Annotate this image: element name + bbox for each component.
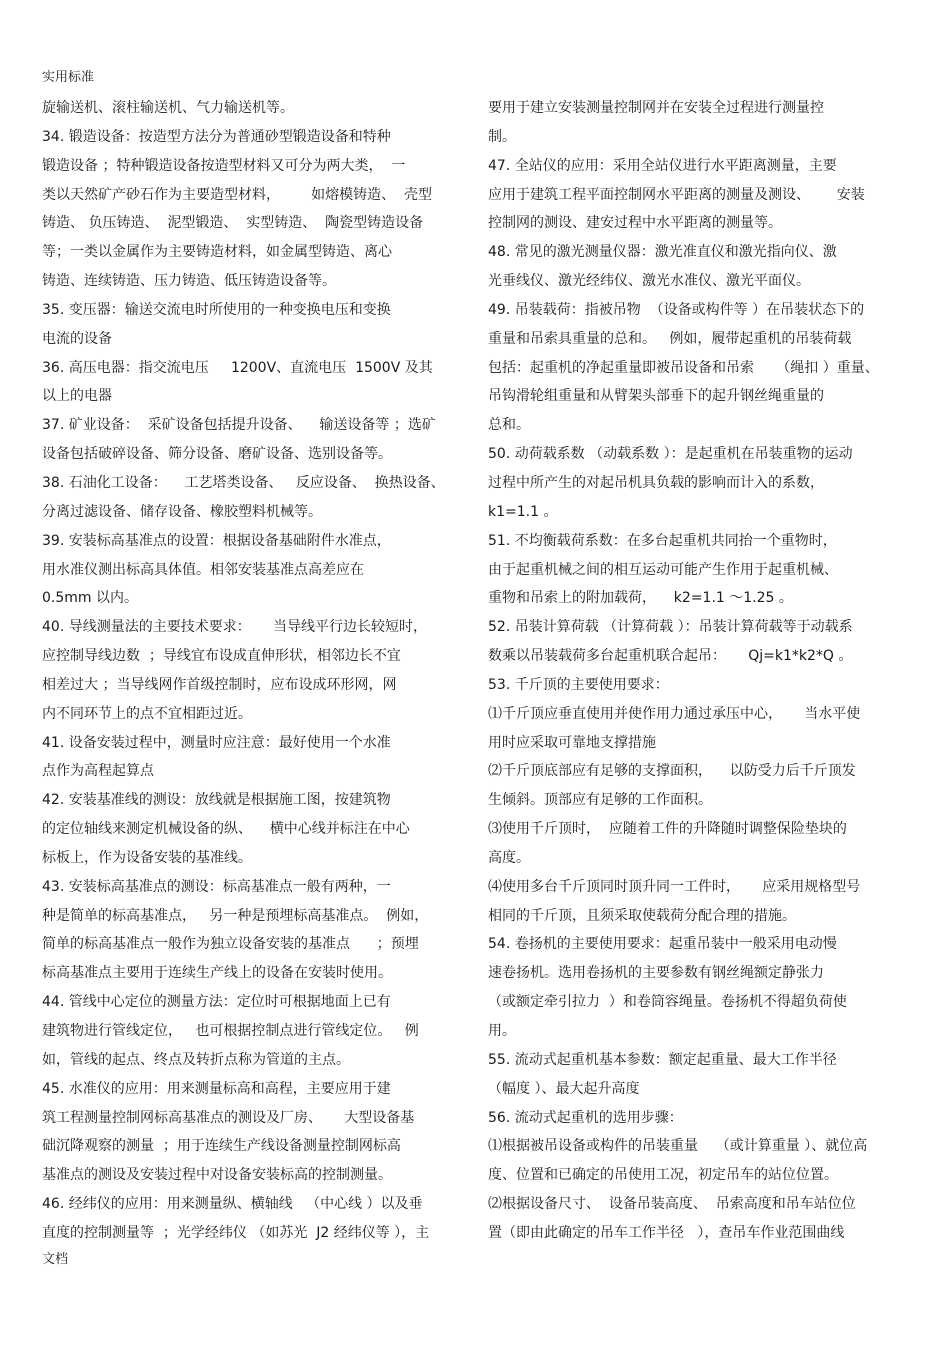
text-line: 由于起重机械之间的相互运动可能产生作用于起重机械、 — [488, 561, 838, 578]
text-line: k1=1.1 。 — [488, 503, 558, 520]
text-line: 0.5mm 以内。 — [42, 590, 138, 607]
page-header: 实用标准 — [42, 70, 95, 85]
text-line: 35. 变压器：输送交流电时所使用的一种变换电压和变换 — [42, 301, 391, 318]
text-line: 34. 锻造设备：按造型方法分为普通砂型锻造设备和特种 — [42, 128, 391, 145]
text-line: 铸造、 负压铸造、 泥型锻造、 实型铸造、 陶瓷型铸造设备 — [42, 215, 424, 232]
text-line: 建筑物进行管线定位， 也可根据控制点进行管线定位。 例 — [42, 1023, 419, 1039]
text-line: 设备包括破碎设备、筛分设备、磨矿设备、选别设备等。 — [42, 446, 392, 463]
text-line: 相差过大 ；当导线网作首级控制时，应布设成环形网，网 — [42, 676, 397, 693]
text-line: 36. 高压电器：指交流电压 1200V、直流电压 1500V 及其 — [42, 359, 433, 376]
left-column — [42, 94, 462, 1248]
text-line: 铸造、连续铸造、压力铸造、低压铸造设备等。 — [42, 273, 336, 290]
text-line: （幅度 ）、最大起升高度 — [488, 1080, 640, 1097]
text-line: ⑵根据设备尺寸、 设备吊装高度、 吊索高度和吊车站位位 — [488, 1196, 856, 1213]
text-line: 46. 经纬仪的应用：用来测量纵、横轴线 （中心线 ）以及垂 — [42, 1196, 423, 1213]
text-line: 44. 管线中心定位的测量方法：定位时可根据地面上已有 — [42, 994, 391, 1011]
text-line: 48. 常见的激光测量仪器：激光准直仪和激光指向仪、激 — [488, 244, 837, 261]
text-line: 包括：起重机的净起重量即被吊设备和吊索 （绳扣 ）重量、 — [488, 359, 879, 376]
text-line: 37. 矿业设备： 采矿设备包括提升设备、 输送设备等 ；选矿 — [42, 417, 436, 434]
text-line: ⑴根据被吊设备或构件的吊装重量 （或计算重量 ）、就位高 — [488, 1138, 868, 1155]
text-line: 45. 水准仪的应用：用来测量标高和高程，主要应用于建 — [42, 1080, 391, 1097]
text-line: 以上的电器 — [42, 388, 112, 405]
text-line: 53. 千斤顶的主要使用要求： — [488, 676, 669, 693]
text-line: 54. 卷扬机的主要使用要求：起重吊装中一般采用电动慢 — [488, 936, 837, 953]
text-line: 应用于建筑工程平面控制网水平距离的测量及测设、 安装 — [488, 186, 865, 203]
text-line: 49. 吊装载荷：指被吊物 （设备或构件等 ）在吊装状态下的 — [488, 301, 865, 318]
text-line: 种是简单的标高基准点， 另一种是预埋标高基准点。 例如， — [42, 907, 429, 924]
page-footer: 文档 — [42, 1252, 69, 1267]
text-line: （或额定牵引拉力 ）和卷筒容绳量。卷扬机不得超负荷使 — [488, 994, 847, 1011]
text-line: 础沉降观察的测量 ；用于连续生产线设备测量控制网标高 — [42, 1138, 401, 1155]
text-line: 40. 导线测量法的主要技术要求： 当导线平行边长较短时， — [42, 619, 427, 636]
right-column — [488, 94, 908, 1248]
text-line: 直度的控制测量等 ；光学经纬仪 （如苏光 J2 经纬仪等 ），主 — [42, 1224, 430, 1241]
text-line: 内不同环节上的点不宜相距过近。 — [42, 705, 252, 722]
text-line: 分离过滤设备、储存设备、橡胶塑料机械等。 — [42, 503, 322, 520]
text-line: 控制网的测设、建安过程中水平距离的测量等。 — [488, 215, 782, 232]
text-line: 光垂线仪、激光经纬仪、激光水准仪、激光平面仪。 — [488, 273, 810, 290]
text-line: 基准点的测设及安装过程中对设备安装标高的控制测量。 — [42, 1167, 392, 1184]
text-line: 50. 动荷载系数 （动载系数 ）：是起重机在吊装重物的运动 — [488, 446, 853, 463]
text-line: 43. 安装标高基准点的测设：标高基准点一般有两种，一 — [42, 878, 391, 895]
text-line: 用。 — [488, 1023, 516, 1039]
text-line: 总和。 — [488, 417, 530, 434]
text-line: ⑴千斤顶应垂直使用并使作用力通过承压中心， 当水平使 — [488, 705, 861, 722]
text-line: 51. 不均衡载荷系数：在多台起重机共同抬一个重物时， — [488, 532, 837, 549]
text-line: 用时应采取可靠地支撑措施 — [488, 734, 656, 751]
text-line: 置（即由此确定的吊车工作半径 ），查吊车作业范围曲线 — [488, 1224, 845, 1241]
text-line: 重量和吊索具重量的总和。 例如，履带起重机的吊装荷载 — [488, 330, 852, 347]
text-line: 用水准仪测出标高具体值。相邻安装基准点高差应在 — [42, 561, 364, 578]
text-line: 38. 石油化工设备： 工艺塔类设备、 反应设备、 换热设备、 — [42, 474, 445, 491]
text-line: 简单的标高基准点一般作为独立设备安装的基准点 ；预埋 — [42, 936, 419, 953]
text-line: 41. 设备安装过程中，测量时应注意：最好使用一个水准 — [42, 734, 391, 751]
text-line: 度、位置和已确定的吊使用工况，初定吊车的站位位置。 — [488, 1167, 838, 1184]
text-line: 如，管线的起点、终点及转折点称为管道的主点。 — [42, 1051, 350, 1068]
text-line: 52. 吊装计算荷载 （计算荷载 ）：吊装计算荷载等于动载系 — [488, 619, 853, 636]
text-line: ⑵千斤顶底部应有足够的支撑面积， 以防受力后千斤顶发 — [488, 763, 856, 780]
text-line: 高度。 — [488, 849, 530, 866]
text-line: 类以天然矿产砂石作为主要造型材料， 如熔模铸造、 壳型 — [42, 186, 433, 203]
text-line: 重物和吊索上的附加载荷， k2=1.1 ～1.25 。 — [488, 590, 793, 607]
text-line: 55. 流动式起重机基本参数：额定起重量、最大工作半径 — [488, 1051, 837, 1068]
text-line: 吊钩滑轮组重量和从臂架头部垂下的起升钢丝绳重量的 — [488, 388, 824, 405]
text-line: 筑工程测量控制网标高基准点的测设及厂房、 大型设备基 — [42, 1109, 415, 1126]
text-line: 相同的千斤顶，且须采取使载荷分配合理的措施。 — [488, 907, 796, 924]
text-line: 过程中所产生的对起吊机具负载的影响而计入的系数， — [488, 474, 824, 491]
text-line: 应控制导线边数 ；导线宜布设成直伸形状，相邻边长不宜 — [42, 648, 401, 665]
text-line: 的定位轴线来测定机械设备的纵、 横中心线并标注在中心 — [42, 821, 410, 838]
text-line: 标板上，作为设备安装的基准线。 — [42, 849, 252, 866]
text-line: 锻造设备 ；特种锻造设备按造型材料又可分为两大类， 一 — [42, 157, 406, 174]
text-line: 点作为高程起算点 — [42, 763, 154, 780]
text-line: 47. 全站仪的应用：采用全站仪进行水平距离测量，主要 — [488, 157, 837, 174]
text-line: 42. 安装基准线的测设：放线就是根据施工图，按建筑物 — [42, 792, 391, 809]
text-line: 电流的设备 — [42, 330, 112, 347]
text-line: 生倾斜。顶部应有足够的工作面积。 — [488, 792, 712, 809]
text-line: ⑷使用多台千斤顶同时顶升同一工件时， 应采用规格型号 — [488, 878, 861, 895]
text-line: 要用于建立安装测量控制网并在安装全过程进行测量控 — [488, 100, 824, 116]
text-line: 56. 流动式起重机的选用步骤： — [488, 1109, 683, 1126]
text-line: 制。 — [488, 128, 516, 145]
text-line: 数乘以吊装载荷多台起重机联合起吊： Qj=k1*k2*Q 。 — [488, 648, 853, 665]
text-line: ⑶使用千斤顶时， 应随着工件的升降随时调整保险垫块的 — [488, 821, 847, 838]
text-line: 速卷扬机。选用卷扬机的主要参数有钢丝绳额定静张力 — [488, 965, 824, 982]
text-line: 标高基准点主要用于连续生产线上的设备在安装时使用。 — [42, 965, 392, 982]
text-line: 等；一类以金属作为主要铸造材料，如金属型铸造、离心 — [42, 244, 392, 261]
text-line: 旋输送机、滚柱输送机、气力输送机等。 — [42, 100, 294, 116]
text-line: 39. 安装标高基准点的设置：根据设备基础附件水准点， — [42, 532, 391, 549]
